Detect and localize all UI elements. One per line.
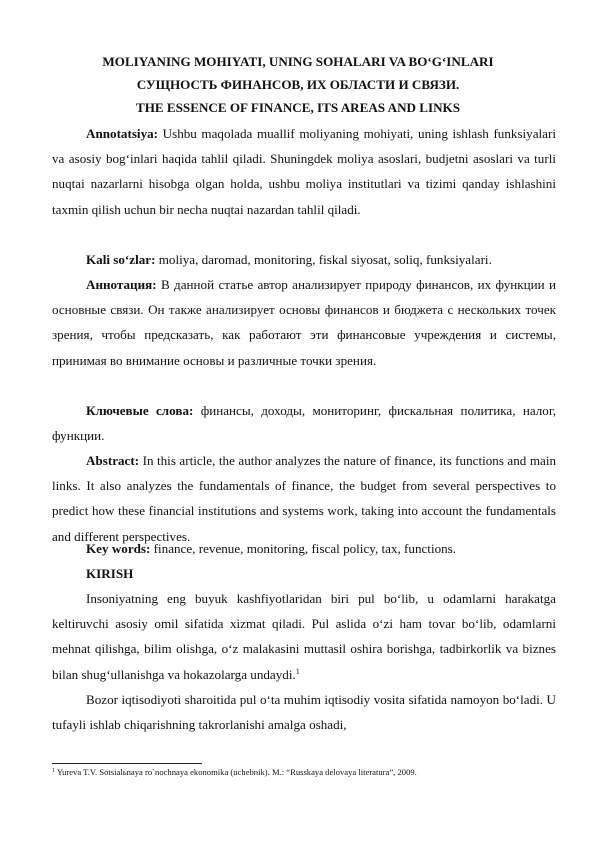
keywords-uzbek xyxy=(52,247,556,272)
annotation-uzbek-text: Ushbu maqolada muallif moliyaning mohiyati, uning ishlash funksiyalari va asosiy bog‘inlari haqida tahlil qiladi. Shuningdek moliya asoslari, budjetni asoslari va turli nuqtai nazarlarni hisobga olgan holda, ushbu moliya institutlari va tizimi qanday ishlashini taxmin qilish uchun bir necha nuqtai nazardan tahlil qiladi. xyxy=(52,126,556,217)
annotation-uzbek-label: Annotatsiya: xyxy=(86,126,159,141)
keywords-english-label: Key words: xyxy=(86,541,151,556)
keywords-russian-label: Ключевые слова: xyxy=(86,403,194,418)
keywords-uzbek-text: moliya, daromad, monitoring, fiskal siyosat, soliq, funksiyalari. xyxy=(155,252,492,267)
footnote-divider xyxy=(52,763,202,764)
paragraph-intro xyxy=(52,586,556,687)
section-heading: KIRISH xyxy=(86,566,134,581)
keywords-russian xyxy=(52,398,556,448)
title-uzbek: MOLIYANING MOHIYATI, UNING SOHALARI VA BO‘G‘INLARI xyxy=(102,54,494,69)
paragraph-intro-text: Insoniyatning eng buyuk kashfiyotlaridan biri pul bo‘lib, u odamlarni harakatga keltiruvchi asosiy omil sifatida xizmat qiladi. Pul aslida o‘zi ham tovar bo‘lib, odamlarni mehnat qilishga, bilim olishga, o‘z malakasini muttasil oshira borishga, tadbirkorlik va biznes bilan shug‘ullanishga va hokazolarga undaydi. xyxy=(52,591,556,682)
keywords-english-text: finance, revenue, monitoring, fiscal policy, tax, functions. xyxy=(150,541,457,556)
annotation-russian xyxy=(52,272,556,373)
abstract-english-label: Abstract: xyxy=(86,453,140,468)
abstract-english xyxy=(52,448,556,549)
paragraph-market: Bozor iqtisodiyoti sharoitida pul o‘ta muhim iqtisodiy vosita sifatida namoyon bo‘ladi. U tufayli ishlab chiqarishning takrorlanishi amalga oshadi, xyxy=(52,692,556,733)
footnote-mark: 1 xyxy=(52,768,55,774)
footnote-text: Yureva T.V. Sotsialьnaya ro`nochnaya ekonomika (uchebnik). M.: “Russkaya delovaya literatura”, 2009. xyxy=(55,767,417,777)
title-block xyxy=(40,50,556,120)
title-russian: СУЩНОСТЬ ФИНАНСОВ, ИХ ОБЛАСТИ И СВЯЗИ. xyxy=(136,77,460,93)
keywords-russian-text: финансы, доходы, мониторинг, фискальная политика, налог, функции. xyxy=(52,403,556,444)
annotation-russian-label: Аннотация: xyxy=(86,277,157,292)
keywords-english xyxy=(52,536,556,561)
annotation-uzbek xyxy=(52,121,556,222)
annotation-russian-text: В данной статье автор анализирует природу финансов, их функции и основные связи. Он также анализирует основы финансов и бюджета с нескольких точек зрения, чтобы предсказать, как работают эти финансовые учреждения и системы, принимая во внимание основы и различные точки зрения. xyxy=(52,277,556,368)
keywords-uzbek-label: Kali so‘zlar: xyxy=(86,252,156,267)
footnote-reference[interactable]: 1 xyxy=(295,666,300,676)
abstract-english-text: In this article, the author analyzes the nature of finance, its functions and main links. It also analyzes the fundamentals of finance, the budget from several perspectives to predict how these financial institutions and systems work, taking into account the fundamentals and different perspectives. xyxy=(52,453,556,544)
title-english: THE ESSENCE OF FINANCE, ITS AREAS AND LINKS xyxy=(135,100,461,116)
footnote xyxy=(52,766,556,778)
